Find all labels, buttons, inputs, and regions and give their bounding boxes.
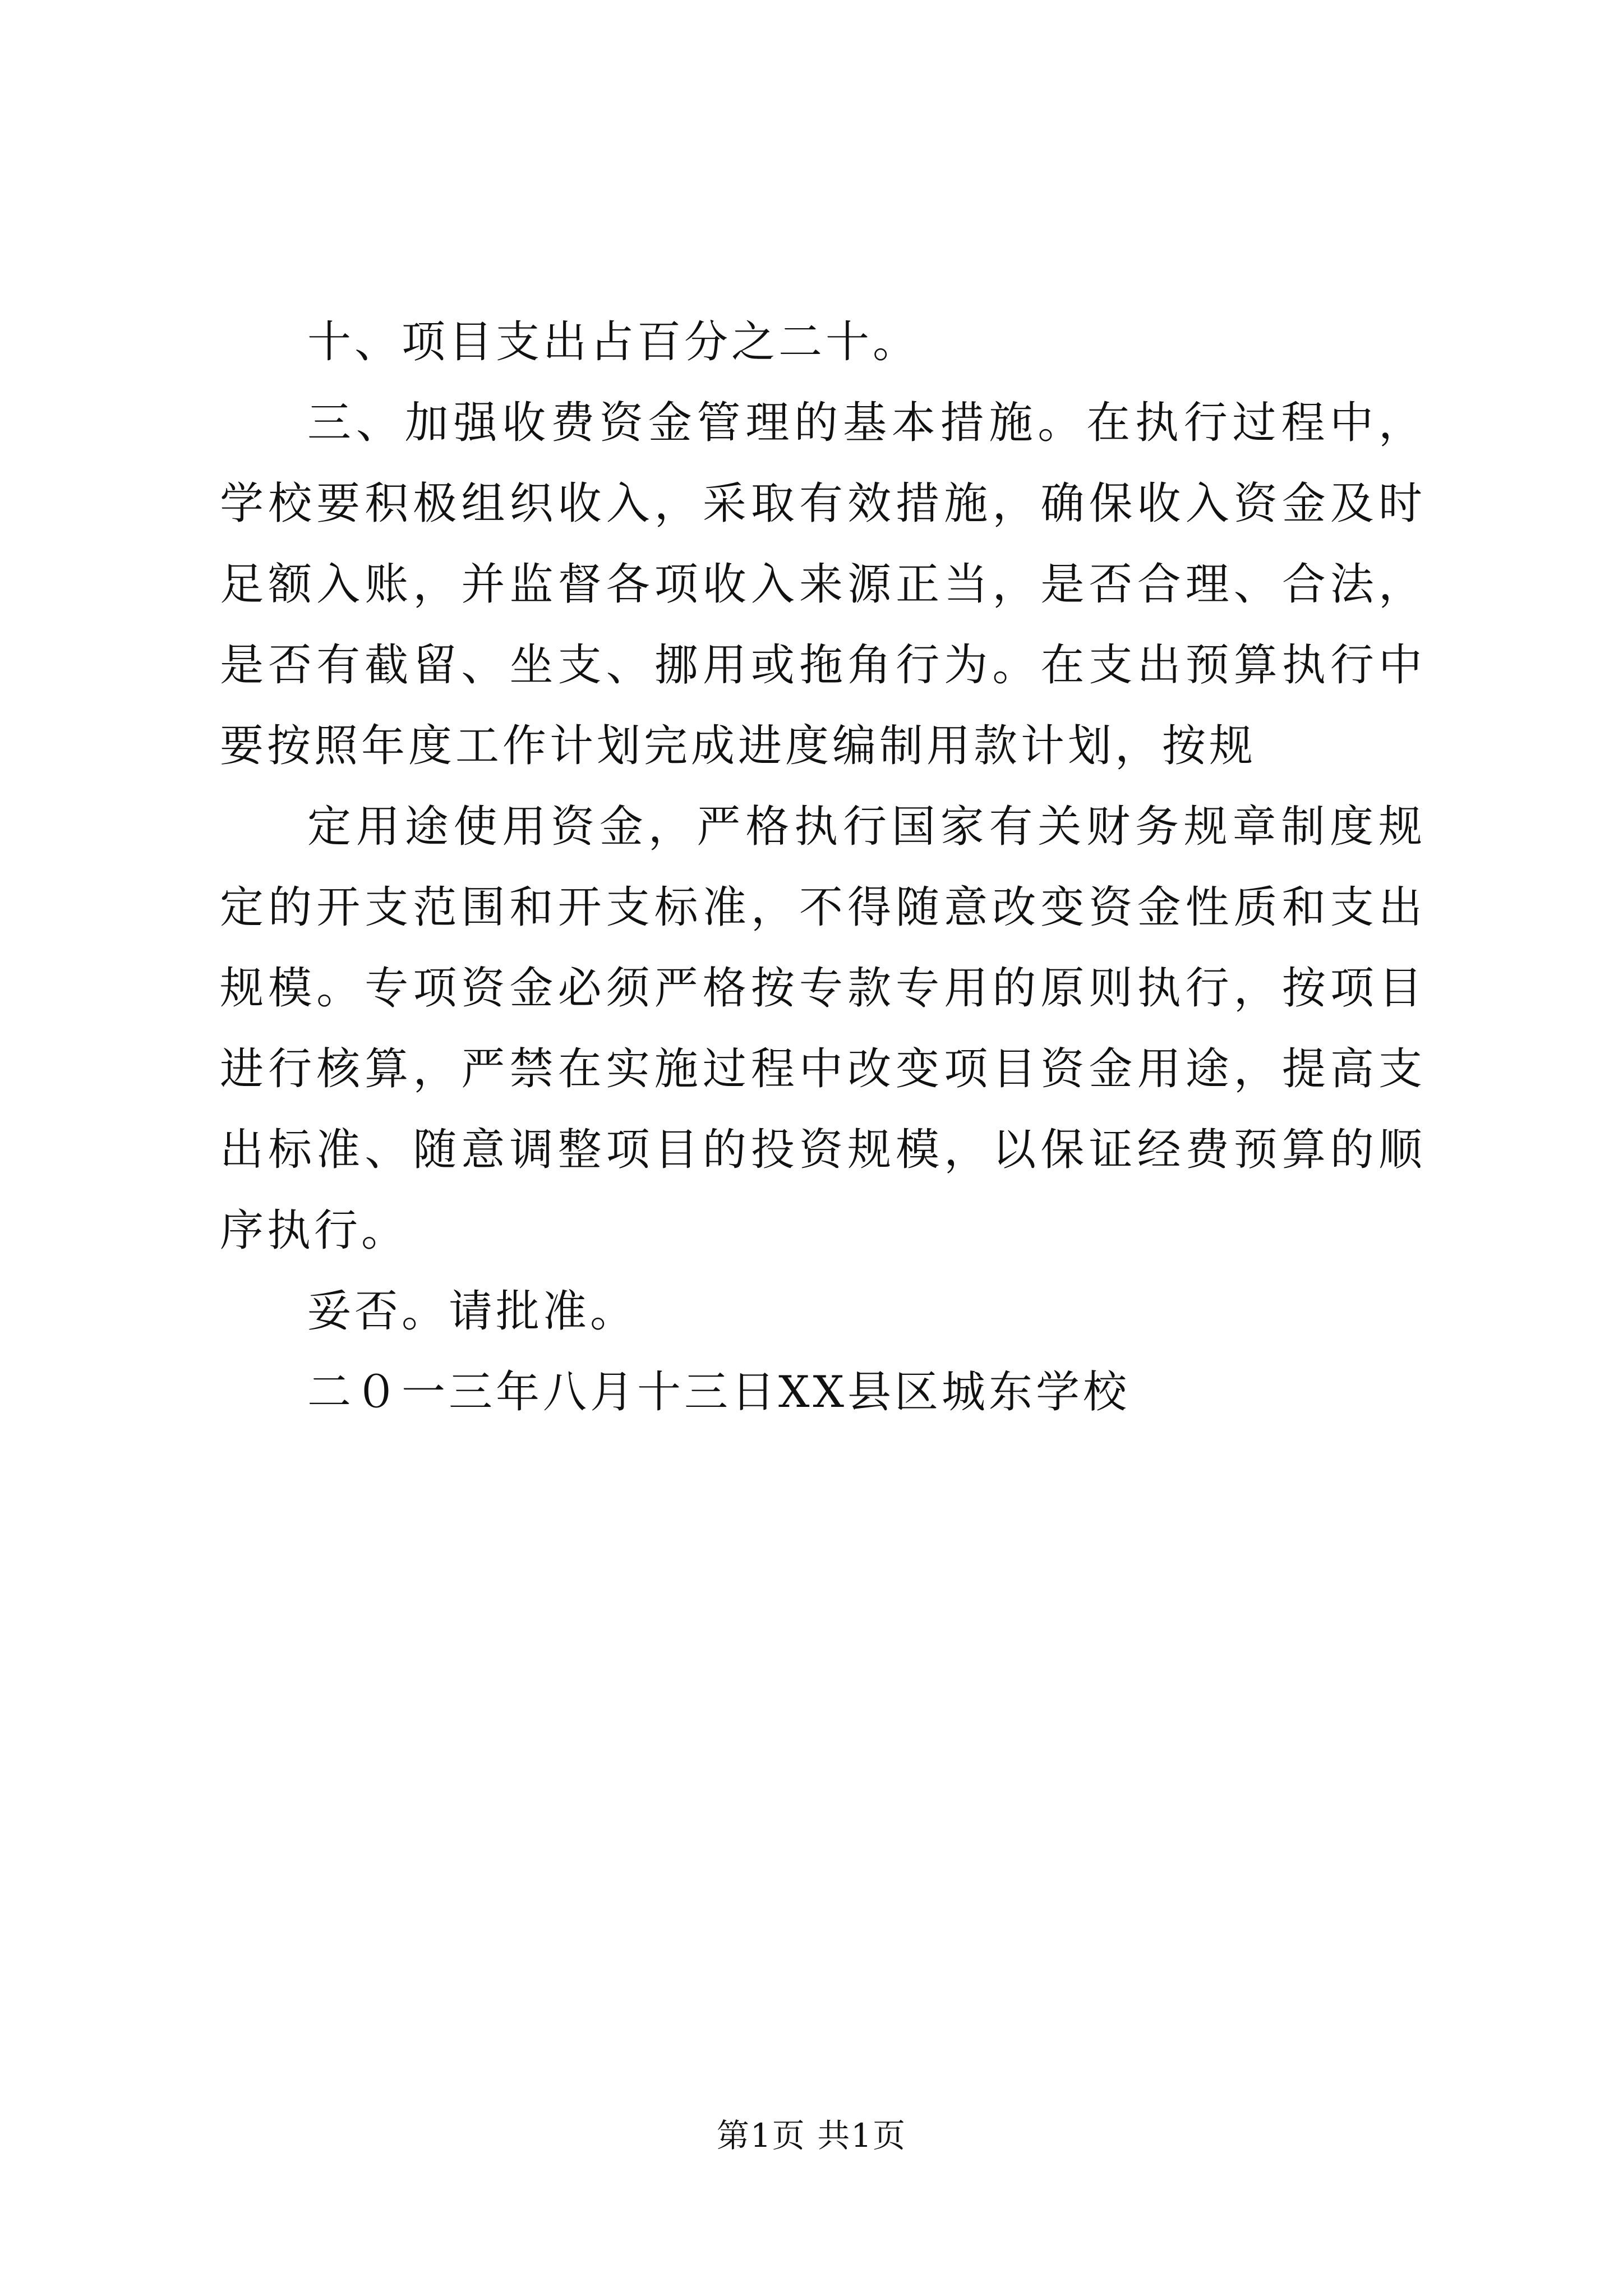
paragraph-measures: 三、加强收费资金管理的基本措施。在执行过程中，学校要积极组织收入，采取有效措施，确保收入资金及时足额入账，并监督各项收入来源正当，是否合理、合法，是否有截留、坐支、挪用或拖角行为。在支出预算执行中要按照年度工作计划完成进度编制用款计划，按规: [220, 398, 1426, 771]
paragraph-approval-request: 妥否。请批准。: [307, 1286, 638, 1337]
paragraph-date-signature: 二０一三年八月十三日XX县区城东学校: [307, 1367, 1131, 1418]
paragraph-item-ten: 十、项目支出占百分之二十。: [307, 317, 920, 367]
document-body: [220, 302, 1426, 1433]
page-footer: 第1页 共1页: [716, 2116, 907, 2155]
paragraph-fund-usage: 定用途使用资金，严格执行国家有关财务规章制度规定的开支范围和开支标准，不得随意改变资金性质和支出规模。专项资金必须严格按专款专用的原则执行，按项目进行核算，严禁在实施过程中改变项目资金用途，提高支出标准、随意调整项目的投资规模，以保证经费预算的顺序执行。: [220, 802, 1426, 1256]
